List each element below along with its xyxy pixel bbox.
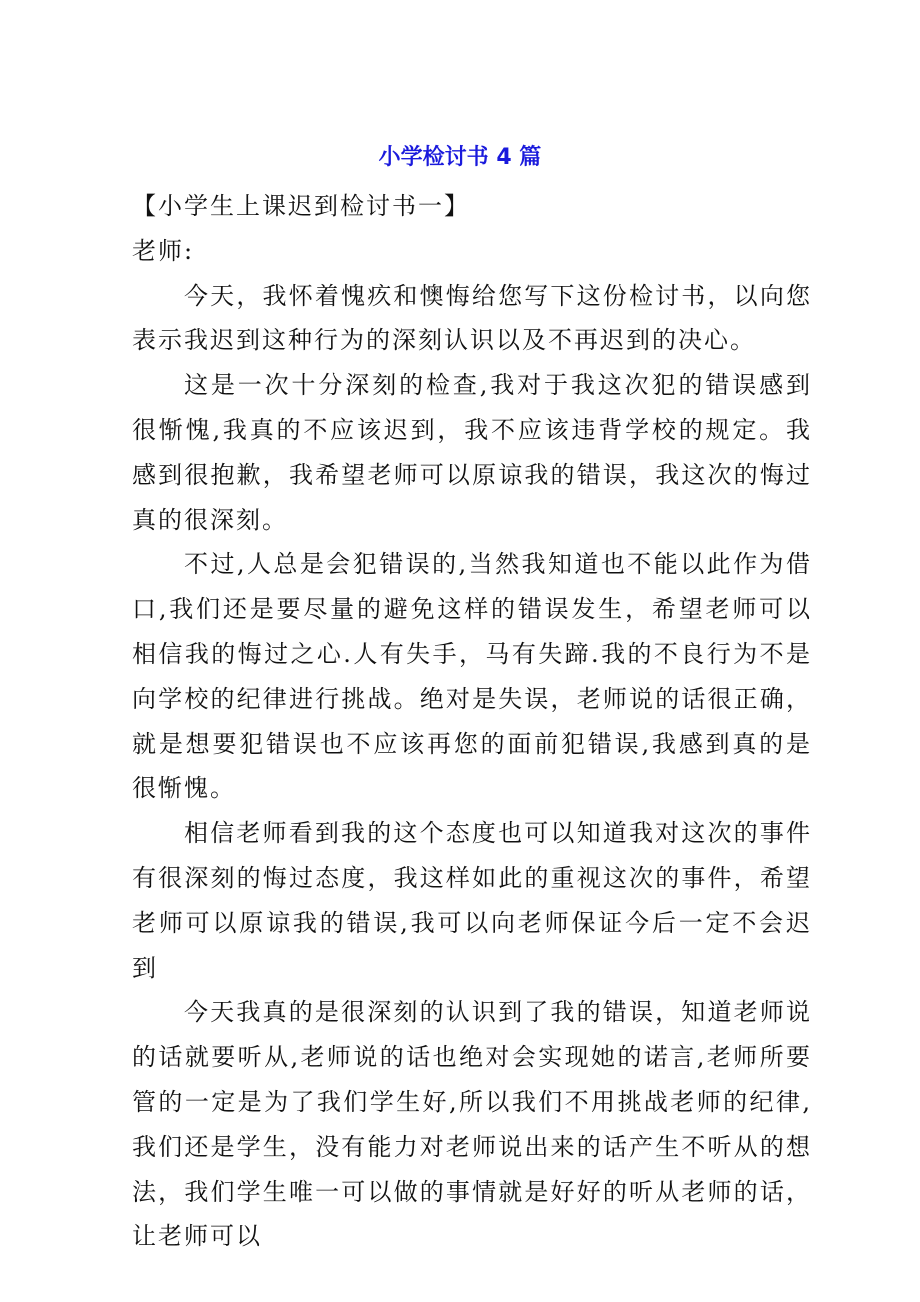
document-title: 小学检讨书 4 篇 bbox=[378, 145, 542, 170]
paragraph: 相信老师看到我的这个态度也可以知道我对这次的事件有很深刻的悔过态度，我这样如此的重视这次的事件，希望老师可以原谅我的错误,我可以向老师保证今后一定不会迟到 bbox=[132, 819, 812, 982]
paragraph: 今天我真的是很深刻的认识到了我的错误，知道老师说的话就要听从,老师说的话也绝对会实现她的诺言,老师所要管的一定是为了我们学生好,所以我们不用挑战老师的纪律,我们还是学生，没有能力对老师说出来的话产生不听从的想法，我们学生唯一可以做的事情就是好好的听从老师的话，让老师可以 bbox=[132, 998, 812, 1251]
paragraph: 不过,人总是会犯错误的,当然我知道也不能以此作为借口,我们还是要尽量的避免这样的错误发生，希望老师可以相信我的悔过之心.人有失手，马有失蹄.我的不良行为不是向学校的纪律进行挑战。绝对是失误，老师说的话很正确，就是想要犯错误也不应该再您的面前犯错误,我感到真的是很惭愧。 bbox=[132, 550, 812, 803]
document-body bbox=[132, 184, 812, 1259]
paragraph: 今天，我怀着愧疚和懊悔给您写下这份检讨书，以向您表示我迟到这种行为的深刻认识以及不再迟到的决心。 bbox=[132, 281, 812, 355]
salutation: 老师: bbox=[132, 236, 195, 265]
section-heading: 【小学生上课迟到检讨书一】 bbox=[132, 192, 470, 220]
paragraph: 这是一次十分深刻的检查,我对于我这次犯的错误感到很惭愧,我真的不应该迟到，我不应该违背学校的规定。我感到很抱歉，我希望老师可以原谅我的错误，我这次的悔过真的很深刻。 bbox=[132, 371, 812, 534]
